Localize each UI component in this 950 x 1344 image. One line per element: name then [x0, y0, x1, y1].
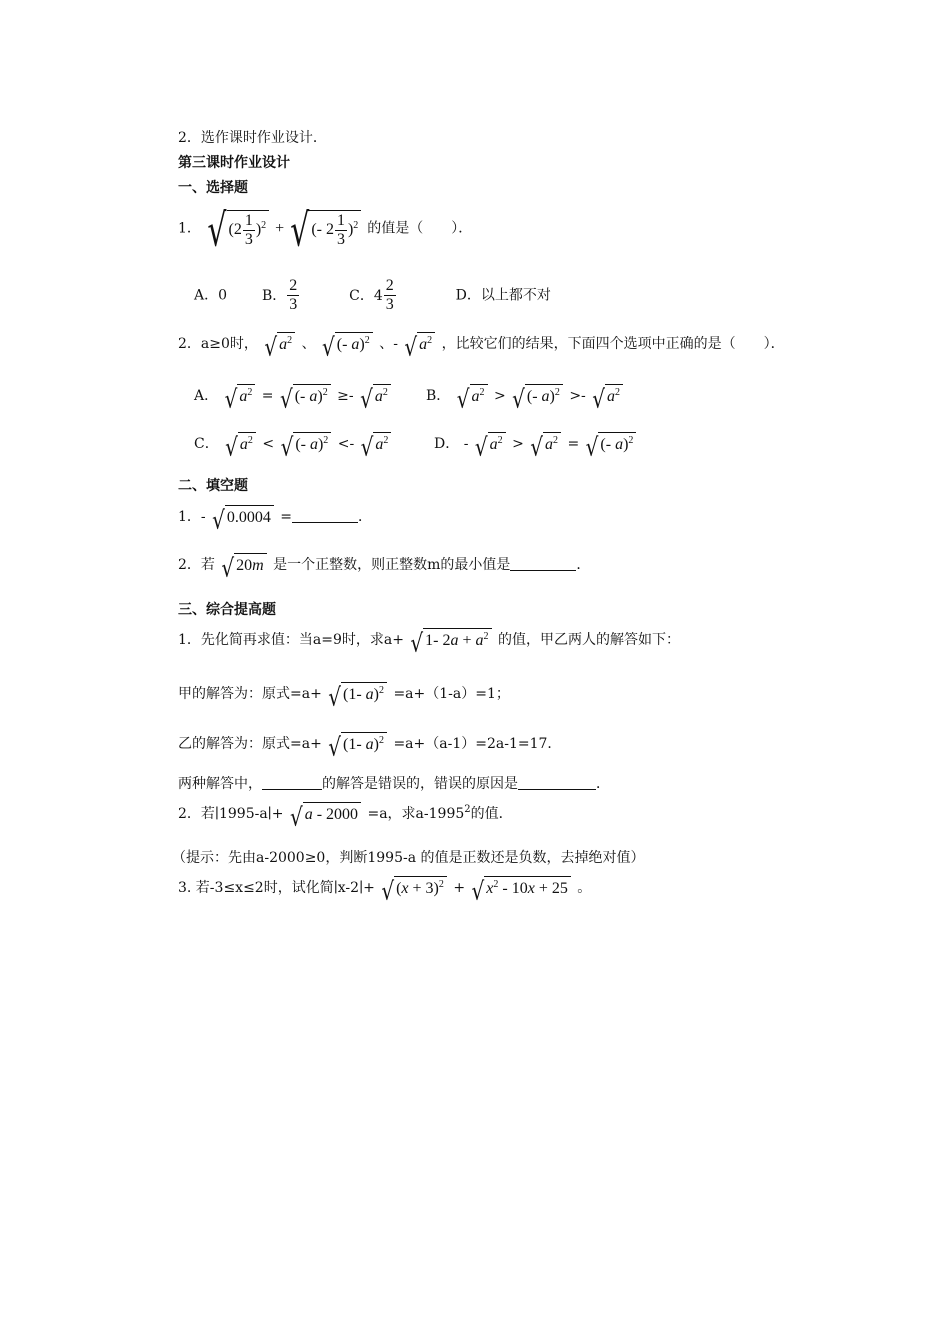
- q1-options: [194, 278, 551, 313]
- heading-optional-homework: 2．选作课时作业设计．: [178, 130, 327, 146]
- comp-q1-yi: 乙的解答为：原式=a+ √ (1- a)$^2$ =a+（a-1）=2a-1=17．: [178, 731, 562, 762]
- sqrt-2: √ (- 2 $\frac{1}{3}$ )$^2$: [290, 210, 361, 248]
- comp-q3: 3. 若-3≤x≤2时，试化简∣x-2∣+ √ $(x + 3)^2$ + √ $x^2 - 10x + 25$ 。: [178, 875, 592, 906]
- q2-option-a: A． √ $a^2$ = √ (- a)$^2$ ≥- √ $a^2$: [194, 384, 393, 408]
- sqrt-1: √ (2 $\frac{1}{3}$ )$^2$: [207, 210, 269, 248]
- fill-q1: 1．- √ 0.0004 = ．: [178, 504, 373, 535]
- q1-expression: √ (2 $\frac{1}{3}$ )$^2$ + √ (- 2 $\frac{1}{3}$ )$^2$: [205, 220, 367, 237]
- heading-lesson-3: 第三课时作业设计: [178, 155, 290, 171]
- option-c: C．4 $\frac{2}{3}$: [349, 277, 394, 313]
- answer-blank[interactable]: [510, 556, 576, 571]
- option-d: D．以上都不对: [455, 287, 551, 304]
- comp-q1-conclusion: 两种解答中， 的解答是错误的，错误的原因是 ．: [178, 776, 610, 792]
- answer-blank[interactable]: [518, 775, 596, 790]
- q2-option-c: C． √ $a^2$ < √ (- a)$^2$ <- √ $a^2$: [194, 432, 393, 456]
- answer-blank[interactable]: [292, 508, 358, 523]
- q1-tail: 的值是（ ）．: [367, 220, 473, 237]
- q2-option-b: B． √ $a^2$ > √ (- a)$^2$ >- √ $a^2$: [426, 384, 625, 408]
- section-comprehensive: 三、综合提高题: [178, 602, 276, 618]
- section-choice: 一、选择题: [178, 180, 248, 196]
- q2-option-d: D． - √ $a^2$ > √ $a^2$ = √ (- a)$^2$: [434, 432, 638, 456]
- fill-q2: 2．若 √ 20m 是一个正整数，则正整数m的最小值是 ．: [178, 552, 591, 583]
- option-b: B． $\frac{2}{3}$: [261, 277, 298, 313]
- comp-q2-hint: （提示：先由a-2000≥0，判断1995-a 的值是正数还是负数，去掉绝对值）: [172, 850, 645, 866]
- q2-lead: 2．a≥0时，: [178, 336, 258, 352]
- choice-q1: [178, 205, 473, 258]
- choice-q2: 2．a≥0时， √ $a^2$ 、 √ (- a)$^2$ 、- √ $a^2$ ，比较它们的结果，下面四个选项中正确的是（ ）．: [178, 331, 785, 362]
- comp-q2: 2．若∣1995-a∣+ √ a - 2000 =a，求a-1995$^2$的值．: [178, 801, 513, 832]
- option-a: A．0: [194, 287, 228, 304]
- section-fill: 二、填空题: [178, 478, 248, 494]
- answer-blank[interactable]: [262, 775, 322, 790]
- q1-number: 1．: [178, 220, 201, 237]
- comp-q1: 1．先化简再求值：当a=9时，求a+ √ 1- $2a + a^2$ 的值，甲乙两人的解答如下：: [178, 627, 680, 658]
- comp-q1-jia: 甲的解答为：原式=a+ √ (1- a)$^2$ =a+（1-a）=1；: [178, 681, 510, 712]
